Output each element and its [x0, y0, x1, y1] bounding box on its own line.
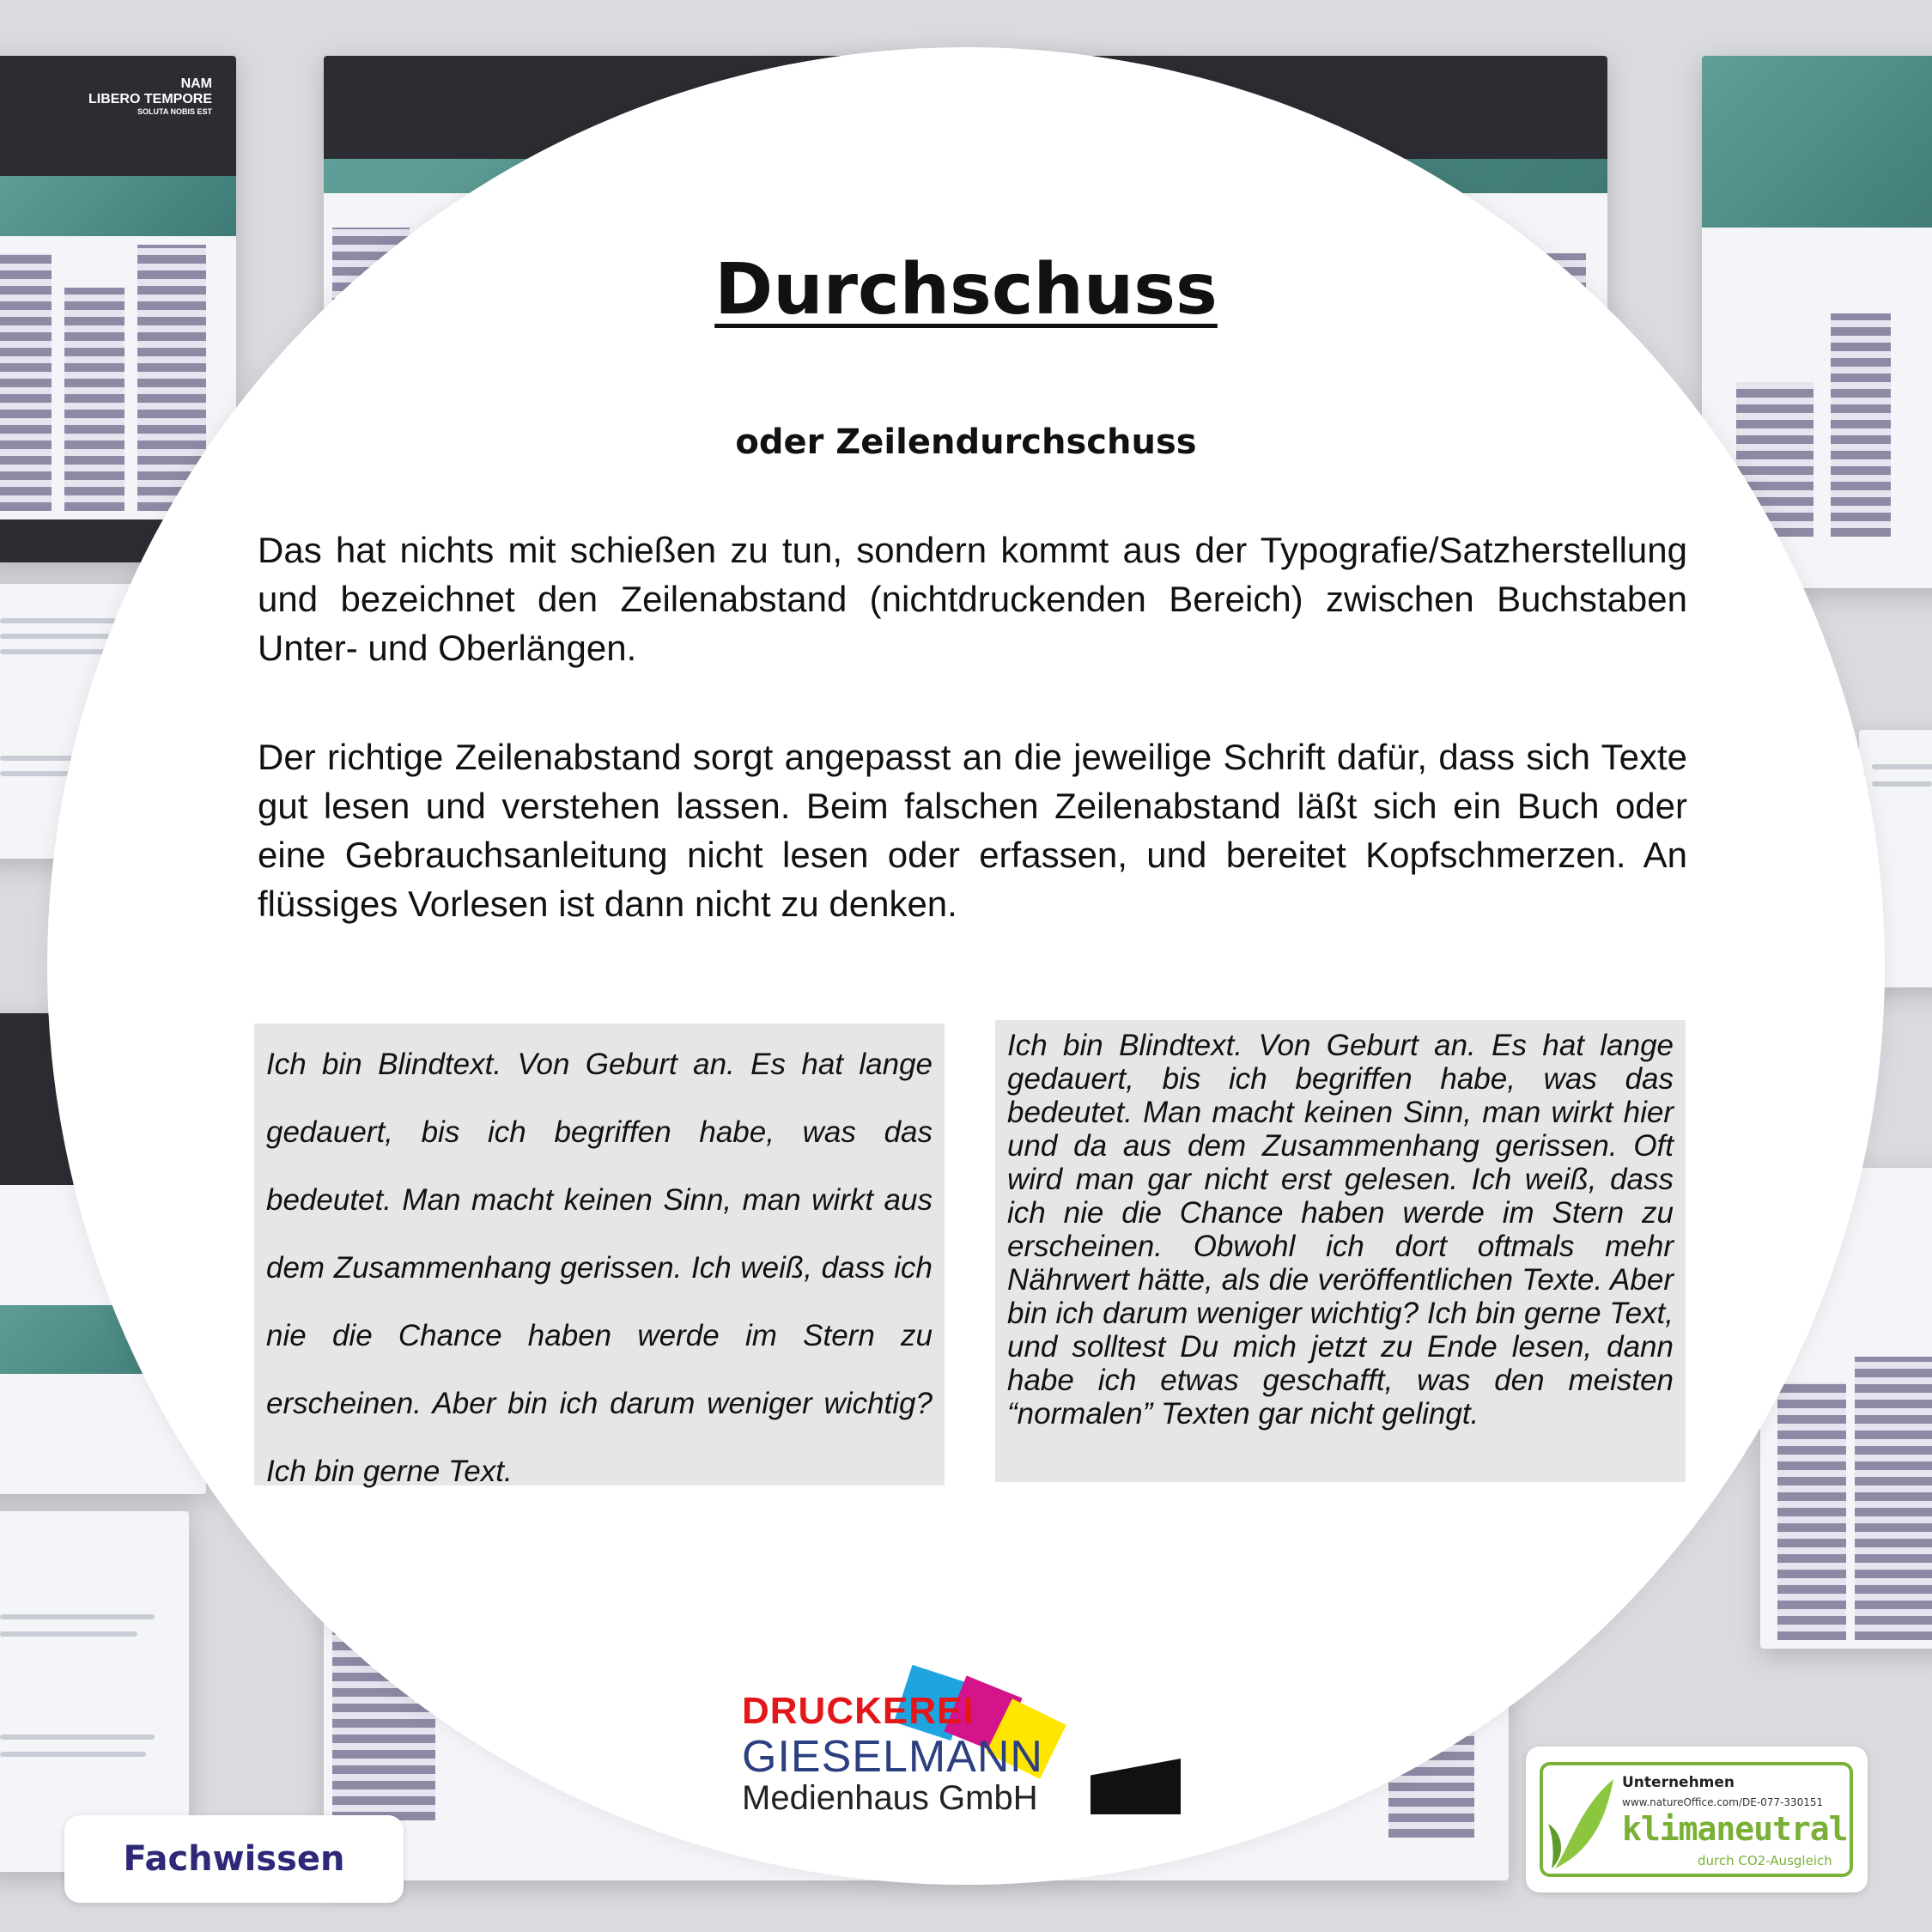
logo-black-shape: [1091, 1759, 1181, 1814]
page-subtitle: oder Zeilendurchschuss: [735, 422, 1197, 462]
category-tag: [64, 1815, 404, 1903]
page-title: Durchschuss: [714, 249, 1218, 331]
badge-line-ausgleich: durch CO2-Ausgleich: [1698, 1853, 1832, 1868]
example-tight-line-spacing: Ich bin Blindtext. Von Geburt an. Es hat lange gedauert, bis ich begriffen habe, was das bedeutet. Man macht keinen Sinn, man wirkt hier und da aus dem Zusammenhang gerissen. Oft wird man gar nicht erst gelesen. Ich weiß, dass ich nie die Chance haben werde im Stern zu erscheinen. Obwohl ich dort oftmals mehr Nährwert hätte, als die veröffentlichen Texte. Aber bin ich darum weniger wichtig? Ich bin gerne Text, und solltest Du mich jetzt zu Ende lesen, dann habe ich etwas geschafft, was den meisten “normalen” Texten gar nicht gelingt.: [995, 1020, 1686, 1482]
logo-line-gieselmann: GIESELMANN: [742, 1732, 1043, 1782]
brochure-heading-1: NAM: [180, 76, 212, 91]
example-wide-line-spacing: Ich bin Blindtext. Von Geburt an. Es hat lange gedauert, bis ich begriffen habe, was das bedeutet. Man macht keinen Sinn, man wirkt aus dem Zusammenhang gerissen. Ich weiß, dass ich nie die Chance haben werde im Stern zu erscheinen. Aber bin ich darum weniger wichtig? Ich bin gerne Text.: [254, 1024, 945, 1485]
logo-line-medienhaus: Medienhaus GmbH: [742, 1779, 1038, 1817]
explanation-paragraph: Der richtige Zeilenabstand sorgt angepasst an die jeweilige Schrift dafür, dass sich Texte gut lesen und verstehen lassen. Beim falschen Zeilenabstand läßt sich ein Buch oder eine Gebrauchsanleitung nicht lesen oder erfassen, und bereitet Kopfschmerzen. An flüssiges Vorlesen ist dann nicht zu denken.: [258, 737, 1687, 924]
badge-line-unternehmen: Unternehmen: [1622, 1774, 1735, 1791]
intro-paragraph: Das hat nichts mit schießen zu tun, sondern kommt aus der Typografie/Satzherstellung und bezeichnet den Zeilenabstand (nichtdruckenden Bereich) zwischen Buchstaben Unter- und Oberlängen.: [258, 530, 1687, 668]
brochure-heading-2: LIBERO TEMPORE: [88, 92, 212, 106]
brochure-heading-3: SOLUTA NOBIS EST: [137, 107, 212, 116]
category-tag-label: Fachwissen: [123, 1839, 345, 1879]
badge-line-url: www.natureOffice.com/DE-077-330151: [1622, 1796, 1824, 1808]
leaf-icon: [1546, 1772, 1620, 1874]
badge-line-klimaneutral: klimaneutral: [1622, 1810, 1848, 1848]
logo-line-druckerei: DRUCKEREI: [742, 1690, 975, 1732]
company-logo: [738, 1666, 1185, 1820]
climate-neutral-badge: [1526, 1747, 1868, 1893]
